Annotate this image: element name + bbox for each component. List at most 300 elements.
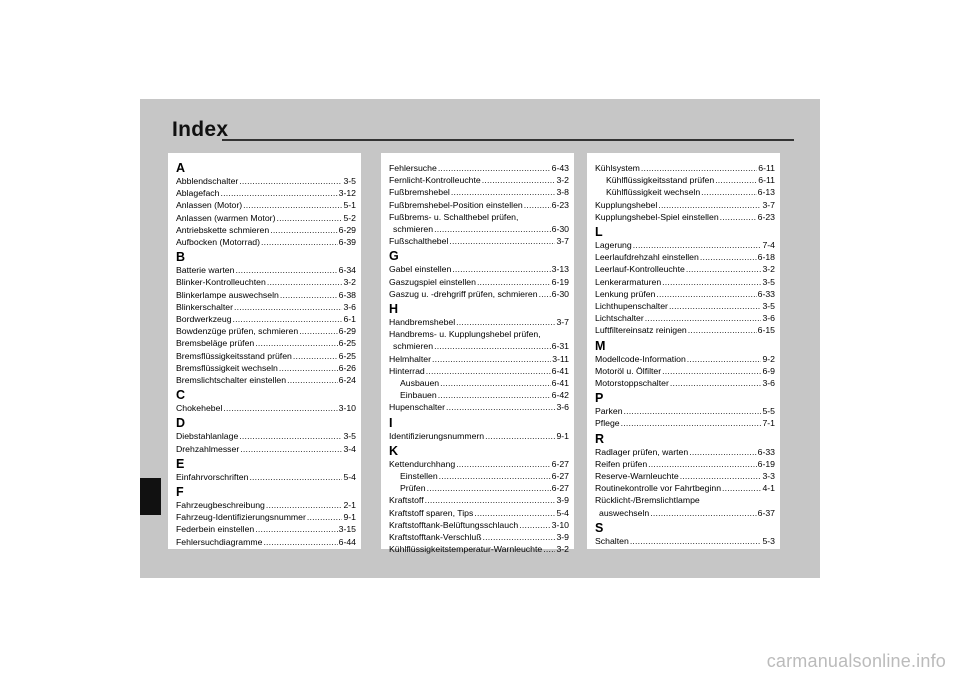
index-entry bbox=[176, 402, 356, 414]
index-page-ref: 6-25 bbox=[338, 350, 356, 361]
index-letter-heading: C bbox=[176, 388, 186, 403]
index-entry-label: auswechseln bbox=[599, 507, 650, 518]
leader-dots bbox=[687, 353, 762, 365]
index-page-ref: 9-1 bbox=[556, 430, 569, 441]
index-page-ref: 3-7 bbox=[556, 236, 569, 247]
leader-dots bbox=[485, 430, 555, 442]
index-page-ref: 6-39 bbox=[338, 237, 356, 248]
leader-dots bbox=[669, 300, 762, 312]
leader-dots bbox=[722, 482, 761, 494]
leader-dots bbox=[440, 377, 550, 389]
index-page-ref: 6-29 bbox=[338, 224, 356, 235]
index-page-ref: 6-19 bbox=[551, 276, 569, 287]
index-page-ref: 6-44 bbox=[338, 536, 356, 547]
index-entry bbox=[176, 325, 356, 337]
index-entry bbox=[176, 264, 356, 276]
index-entry-label: Fußbremshebel-Position einstellen bbox=[389, 199, 523, 210]
index-entry-label: Radlager prüfen, warten bbox=[595, 446, 689, 457]
index-entry bbox=[176, 224, 356, 236]
index-entry bbox=[389, 288, 569, 300]
index-entry-text: Rücklicht-/Bremslichtlampe bbox=[595, 495, 700, 506]
index-entry bbox=[389, 353, 569, 365]
index-entry-label: Aufbocken (Motorrad) bbox=[176, 237, 261, 248]
index-entry-label: Routinekontrolle vor Fahrtbeginn bbox=[595, 483, 722, 494]
index-entry-label: Prüfen bbox=[400, 483, 426, 494]
index-entry bbox=[176, 212, 356, 224]
index-entry bbox=[176, 499, 356, 511]
index-page-ref: 5-1 bbox=[343, 200, 356, 211]
index-entry bbox=[595, 211, 775, 223]
index-entry bbox=[389, 235, 569, 247]
leader-dots bbox=[220, 187, 337, 199]
index-entry bbox=[389, 340, 569, 352]
index-entry bbox=[389, 223, 569, 235]
index-page-ref: 6-34 bbox=[338, 265, 356, 276]
leader-dots bbox=[266, 499, 343, 511]
index-page-ref: 3-6 bbox=[762, 378, 775, 389]
index-page-ref: 3-2 bbox=[556, 544, 569, 555]
index-entry-label: Motorstoppschalter bbox=[595, 378, 669, 389]
leader-dots bbox=[662, 365, 761, 377]
leader-dots bbox=[239, 430, 342, 442]
index-entry bbox=[595, 507, 775, 519]
index-page-ref: 3-6 bbox=[762, 313, 775, 324]
index-page-ref: 9-1 bbox=[343, 512, 356, 523]
index-entry bbox=[595, 446, 775, 458]
index-page-ref: 6-41 bbox=[551, 365, 569, 376]
index-page-ref: 6-31 bbox=[551, 341, 569, 352]
index-entry-label: Kühlflüssigkeitsstand prüfen bbox=[606, 175, 715, 186]
index-page-ref: 3-7 bbox=[762, 199, 775, 210]
leader-dots bbox=[438, 389, 551, 401]
leader-dots bbox=[426, 365, 551, 377]
index-entry bbox=[389, 458, 569, 470]
index-page-ref: 6-11 bbox=[758, 175, 775, 186]
index-entry-text: Handbrems- u. Kupplungshebel prüfen, bbox=[389, 329, 541, 340]
index-entry-label: Reifen prüfen bbox=[595, 458, 648, 469]
leader-dots bbox=[240, 443, 342, 455]
index-page-ref: 6-18 bbox=[757, 252, 775, 263]
index-entry bbox=[595, 535, 775, 547]
index-page-ref: 3-2 bbox=[556, 175, 569, 186]
index-entry-label: Fernlicht-Kontrolleuchte bbox=[389, 175, 481, 186]
index-entry-label: Leerlauf-Kontrolleuchte bbox=[595, 264, 685, 275]
section-tab-marker bbox=[140, 478, 161, 515]
index-entry bbox=[595, 162, 775, 174]
index-entry-label: Kraftstofftank-Verschluß bbox=[389, 532, 482, 543]
index-page-ref: 6-33 bbox=[757, 446, 775, 457]
index-entry-label: Ablagefach bbox=[176, 188, 220, 199]
index-entry-label: Fahrzeugbeschreibung bbox=[176, 500, 265, 511]
index-entry bbox=[176, 301, 356, 313]
index-page-ref: 4-1 bbox=[762, 483, 775, 494]
index-page-ref: 5-4 bbox=[343, 471, 356, 482]
index-page-ref: 3-4 bbox=[343, 443, 356, 454]
index-entry-label: Chokehebel bbox=[176, 403, 223, 414]
index-page-ref: 6-15 bbox=[757, 325, 775, 336]
index-entry-label: Fahrzeug-Identifizierungsnummer bbox=[176, 512, 306, 523]
index-entry-label: Parken bbox=[595, 406, 623, 417]
leader-dots bbox=[477, 276, 551, 288]
index-entry-label: Kühlflüssigkeitstemperatur-Warnleuchte bbox=[389, 544, 543, 555]
leader-dots bbox=[263, 536, 337, 548]
leader-dots bbox=[633, 239, 762, 251]
index-page-ref: 3-15 bbox=[338, 524, 356, 535]
index-entry bbox=[595, 263, 775, 275]
index-letter-heading: R bbox=[595, 431, 605, 446]
index-entry bbox=[595, 377, 775, 389]
index-entry-label: Einstellen bbox=[400, 471, 438, 482]
index-page-ref: 3-5 bbox=[762, 301, 775, 312]
index-page-ref: 3-6 bbox=[556, 402, 569, 413]
leader-dots bbox=[299, 325, 337, 337]
index-page-ref: 6-43 bbox=[551, 163, 569, 173]
index-page-ref: 3-5 bbox=[762, 276, 775, 287]
index-entry-label: Hupenschalter bbox=[389, 402, 446, 413]
index-entry bbox=[389, 519, 569, 531]
index-page-ref: 5-5 bbox=[762, 406, 775, 417]
index-entry bbox=[176, 276, 356, 288]
leader-dots bbox=[233, 313, 343, 325]
index-entry bbox=[595, 470, 775, 482]
index-entry-label: Kupplungshebel-Spiel einstellen bbox=[595, 211, 719, 222]
index-page-ref: 3-12 bbox=[338, 188, 356, 199]
index-letter-heading: S bbox=[595, 520, 604, 535]
leader-dots bbox=[235, 264, 337, 276]
index-entry-label: Lagerung bbox=[595, 240, 632, 251]
leader-dots bbox=[689, 446, 756, 458]
index-entry-label: Kraftstoff bbox=[389, 495, 424, 506]
index-entry bbox=[389, 507, 569, 519]
leader-dots bbox=[624, 405, 762, 417]
leader-dots bbox=[641, 162, 757, 174]
index-entry bbox=[595, 312, 775, 324]
index-entry-label: Einfahrvorschriften bbox=[176, 471, 249, 482]
index-page-ref: 6-41 bbox=[551, 378, 569, 389]
index-page-ref: 3-11 bbox=[552, 353, 569, 364]
index-page-ref: 3-13 bbox=[551, 264, 569, 275]
index-letter-heading: G bbox=[389, 249, 399, 264]
index-page-ref: 6-23 bbox=[757, 211, 775, 222]
index-entry-label: Fehlersuche bbox=[389, 163, 437, 173]
index-letter-heading: H bbox=[389, 302, 399, 317]
watermark: carmanualsonline.info bbox=[766, 651, 946, 671]
index-entry bbox=[595, 458, 775, 470]
index-page-ref: 6-29 bbox=[338, 326, 356, 337]
leader-dots bbox=[662, 276, 761, 288]
index-page-ref: 7-4 bbox=[762, 240, 775, 251]
index-entry-label: Kupplungshebel bbox=[595, 199, 658, 210]
index-entry bbox=[176, 471, 356, 483]
leader-dots bbox=[234, 301, 342, 313]
index-column-2 bbox=[381, 153, 574, 555]
index-page-ref: 3-2 bbox=[762, 264, 775, 275]
index-entry bbox=[389, 199, 569, 211]
index-page-ref: 6-42 bbox=[551, 390, 569, 401]
leader-dots bbox=[307, 511, 343, 523]
index-entry bbox=[389, 365, 569, 377]
leader-dots bbox=[524, 199, 551, 211]
index-entry bbox=[389, 401, 569, 413]
leader-dots bbox=[645, 312, 762, 324]
index-entry bbox=[176, 337, 356, 349]
index-entry bbox=[595, 482, 775, 494]
index-entry bbox=[389, 263, 569, 275]
leader-dots bbox=[249, 471, 342, 483]
leader-dots bbox=[432, 353, 551, 365]
leader-dots bbox=[539, 288, 551, 300]
index-entry-label: Anlassen (warmen Motor) bbox=[176, 212, 276, 223]
leader-dots bbox=[279, 362, 338, 374]
index-entry bbox=[176, 289, 356, 301]
leader-dots bbox=[255, 523, 337, 535]
index-entry-label: Fußbremshebel bbox=[389, 187, 450, 198]
index-entry-label: Ausbauen bbox=[400, 378, 440, 389]
leader-dots bbox=[239, 175, 342, 187]
index-entry-label: Kraftstofftank-Belüftungsschlauch bbox=[389, 519, 519, 530]
leader-dots bbox=[243, 199, 342, 211]
index-page-ref: 3-5 bbox=[343, 431, 356, 442]
index-page-ref: 6-38 bbox=[338, 289, 356, 300]
index-entry bbox=[595, 365, 775, 377]
leader-dots bbox=[287, 374, 338, 386]
index-entry-label: Kühlflüssigkeit wechseln bbox=[606, 187, 701, 198]
index-entry-label: Motoröl u. Ölfilter bbox=[595, 365, 662, 376]
index-entry bbox=[389, 174, 569, 186]
leader-dots bbox=[701, 186, 756, 198]
leader-dots bbox=[446, 401, 555, 413]
index-entry bbox=[389, 482, 569, 494]
index-entry bbox=[176, 523, 356, 535]
index-entry-label: Leerlaufdrehzahl einstellen bbox=[595, 252, 699, 263]
leader-dots bbox=[483, 531, 556, 543]
index-page-ref: 6-9 bbox=[762, 365, 775, 376]
leader-dots bbox=[648, 458, 756, 470]
leader-dots bbox=[688, 324, 757, 336]
leader-dots bbox=[686, 263, 762, 275]
index-entry-label: Kühlsystem bbox=[595, 163, 640, 173]
leader-dots bbox=[650, 507, 756, 519]
index-page-ref: 9-2 bbox=[762, 353, 775, 364]
leader-dots bbox=[267, 276, 343, 288]
index-entry bbox=[176, 374, 356, 386]
page-title: Index bbox=[172, 118, 229, 141]
index-entry-label: Bremsbeläge prüfen bbox=[176, 338, 255, 349]
leader-dots bbox=[276, 212, 342, 224]
index-entry-label: Gaszugspiel einstellen bbox=[389, 276, 476, 287]
leader-dots bbox=[293, 350, 338, 362]
index-entry bbox=[176, 536, 356, 548]
index-entry bbox=[389, 162, 569, 174]
index-entry bbox=[389, 186, 569, 198]
index-entry bbox=[595, 276, 775, 288]
index-entry-label: schmieren bbox=[393, 341, 434, 352]
index-page-ref: 3-7 bbox=[556, 317, 569, 328]
leader-dots bbox=[680, 470, 762, 482]
leader-dots bbox=[439, 470, 551, 482]
index-entry bbox=[595, 174, 775, 186]
leader-dots bbox=[621, 417, 762, 429]
index-entry-label: Diebstahlanlage bbox=[176, 431, 239, 442]
index-entry-label: Bremsflüssigkeit wechseln bbox=[176, 362, 278, 373]
leader-dots bbox=[425, 494, 556, 506]
leader-dots bbox=[630, 535, 762, 547]
index-entry bbox=[389, 276, 569, 288]
index-page-ref: 6-37 bbox=[757, 507, 775, 518]
index-entry bbox=[176, 350, 356, 362]
index-entry bbox=[389, 543, 569, 555]
index-entry bbox=[595, 239, 775, 251]
index-entry-label: Lichtschalter bbox=[595, 313, 644, 324]
index-page-ref: 6-27 bbox=[551, 483, 569, 494]
index-entry-label: Identifizierungsnummern bbox=[389, 430, 485, 441]
index-page-ref: 3-5 bbox=[343, 176, 356, 186]
index-entry-label: Blinkerschalter bbox=[176, 301, 233, 312]
index-page-ref: 6-26 bbox=[338, 362, 356, 373]
leader-dots bbox=[715, 174, 757, 186]
index-entry-label: Batterie warten bbox=[176, 265, 235, 276]
index-letter-heading: P bbox=[595, 391, 604, 406]
index-entry-label: Drehzahlmesser bbox=[176, 443, 240, 454]
index-page-ref: 3-9 bbox=[556, 495, 569, 506]
index-letter-heading: D bbox=[176, 416, 186, 431]
index-page-ref: 3-3 bbox=[762, 471, 775, 482]
index-entry-label: Bremslichtschalter einstellen bbox=[176, 375, 287, 386]
leader-dots bbox=[452, 263, 550, 275]
index-page-ref: 5-3 bbox=[762, 535, 775, 546]
index-page-ref: 6-1 bbox=[343, 314, 356, 325]
index-entry-label: Bremsflüssigkeitsstand prüfen bbox=[176, 350, 292, 361]
index-letter-heading: A bbox=[176, 161, 186, 175]
index-entry-text: Fußbrems- u. Schalthebel prüfen, bbox=[389, 211, 519, 222]
index-entry bbox=[389, 377, 569, 389]
index-entry bbox=[595, 353, 775, 365]
index-page-ref: 3-9 bbox=[556, 532, 569, 543]
index-entry bbox=[176, 199, 356, 211]
index-entry-label: Antriebskette schmieren bbox=[176, 224, 270, 235]
leader-dots bbox=[427, 482, 551, 494]
index-letter-heading: M bbox=[595, 338, 606, 353]
index-letter-heading: F bbox=[176, 485, 184, 500]
leader-dots bbox=[270, 224, 337, 236]
index-entry-label: Bordwerkzeug bbox=[176, 314, 232, 325]
index-column-1 bbox=[168, 153, 361, 549]
index-entry bbox=[595, 324, 775, 336]
index-page-ref: 3-10 bbox=[551, 519, 569, 530]
index-letter-heading: I bbox=[389, 415, 393, 430]
leader-dots bbox=[449, 235, 555, 247]
index-entry bbox=[595, 251, 775, 263]
leader-dots bbox=[720, 211, 757, 223]
index-entry bbox=[389, 531, 569, 543]
index-page-ref: 6-33 bbox=[757, 288, 775, 299]
leader-dots bbox=[543, 543, 555, 555]
index-page-ref: 5-4 bbox=[556, 507, 569, 518]
index-page-ref: 3-6 bbox=[343, 301, 356, 312]
title-rule bbox=[222, 139, 794, 141]
index-page-ref: 6-27 bbox=[551, 471, 569, 482]
index-page-ref: 6-23 bbox=[551, 199, 569, 210]
index-entry bbox=[176, 236, 356, 248]
index-entry-label: Reserve-Warnleuchte bbox=[595, 471, 679, 482]
leader-dots bbox=[456, 316, 555, 328]
leader-dots bbox=[223, 402, 337, 414]
index-letter-heading: L bbox=[595, 225, 603, 240]
index-entry bbox=[595, 288, 775, 300]
index-page-ref: 6-13 bbox=[757, 187, 775, 198]
index-entry-label: Federbein einstellen bbox=[176, 524, 255, 535]
index-entry-label: Hinterrad bbox=[389, 365, 425, 376]
index-page-ref: 3-2 bbox=[343, 277, 356, 288]
index-entry-label: Modellcode-Information bbox=[595, 353, 686, 364]
index-page-ref: 7-1 bbox=[762, 418, 775, 429]
index-column-3 bbox=[587, 153, 780, 549]
index-entry bbox=[176, 511, 356, 523]
index-page-ref: 3-8 bbox=[556, 187, 569, 198]
index-letter-heading: E bbox=[176, 456, 185, 471]
index-entry-label: Helmhalter bbox=[389, 353, 432, 364]
index-entry-label: Lenkerarmaturen bbox=[595, 276, 662, 287]
index-entry-label: Pflege bbox=[595, 418, 620, 429]
index-entry bbox=[389, 430, 569, 442]
index-page-ref: 6-30 bbox=[551, 288, 569, 299]
index-page-ref: 6-11 bbox=[758, 163, 775, 173]
index-entry-label: Luftfiltereinsatz reinigen bbox=[595, 325, 687, 336]
leader-dots bbox=[261, 236, 338, 248]
index-entry-label: Lichthupenschalter bbox=[595, 301, 668, 312]
index-entry-label: Schalten bbox=[595, 535, 629, 546]
index-entry-label: Anlassen (Motor) bbox=[176, 200, 243, 211]
leader-dots bbox=[434, 223, 551, 235]
index-entry-label: Fußschalthebel bbox=[389, 236, 449, 247]
index-entry bbox=[595, 405, 775, 417]
index-entry bbox=[595, 300, 775, 312]
index-entry bbox=[176, 313, 356, 325]
index-entry bbox=[389, 470, 569, 482]
leader-dots bbox=[482, 174, 556, 186]
index-letter-heading: K bbox=[389, 443, 399, 458]
leader-dots bbox=[255, 337, 337, 349]
index-page-ref: 6-30 bbox=[551, 224, 569, 235]
index-entry-label: Gaszug u. -drehgriff prüfen, schmieren bbox=[389, 288, 538, 299]
leader-dots bbox=[656, 288, 756, 300]
index-entry-label: Fehlersuchdiagramme bbox=[176, 536, 263, 547]
leader-dots bbox=[519, 519, 550, 531]
index-entry bbox=[389, 494, 569, 506]
index-entry bbox=[595, 186, 775, 198]
index-entry bbox=[176, 430, 356, 442]
leader-dots bbox=[451, 186, 556, 198]
index-page-ref: 6-19 bbox=[757, 458, 775, 469]
index-page-ref: 6-24 bbox=[338, 375, 356, 386]
index-entry-label: Blinkerlampe auswechseln bbox=[176, 289, 279, 300]
index-page-ref: 6-27 bbox=[551, 458, 569, 469]
index-entry-label: Lenkung prüfen bbox=[595, 288, 656, 299]
leader-dots bbox=[456, 458, 550, 470]
index-entry bbox=[595, 417, 775, 429]
index-entry-label: Blinker-Kontrolleuchten bbox=[176, 277, 266, 288]
index-entry-label: schmieren bbox=[393, 224, 434, 235]
index-entry bbox=[176, 187, 356, 199]
index-page-ref: 5-2 bbox=[343, 212, 356, 223]
leader-dots bbox=[474, 507, 555, 519]
leader-dots bbox=[280, 289, 338, 301]
index-entry-label: Kettendurchhang bbox=[389, 458, 456, 469]
index-entry bbox=[389, 316, 569, 328]
index-page-ref: 6-25 bbox=[338, 338, 356, 349]
index-entry-label: Gabel einstellen bbox=[389, 264, 452, 275]
index-entry bbox=[389, 389, 569, 401]
